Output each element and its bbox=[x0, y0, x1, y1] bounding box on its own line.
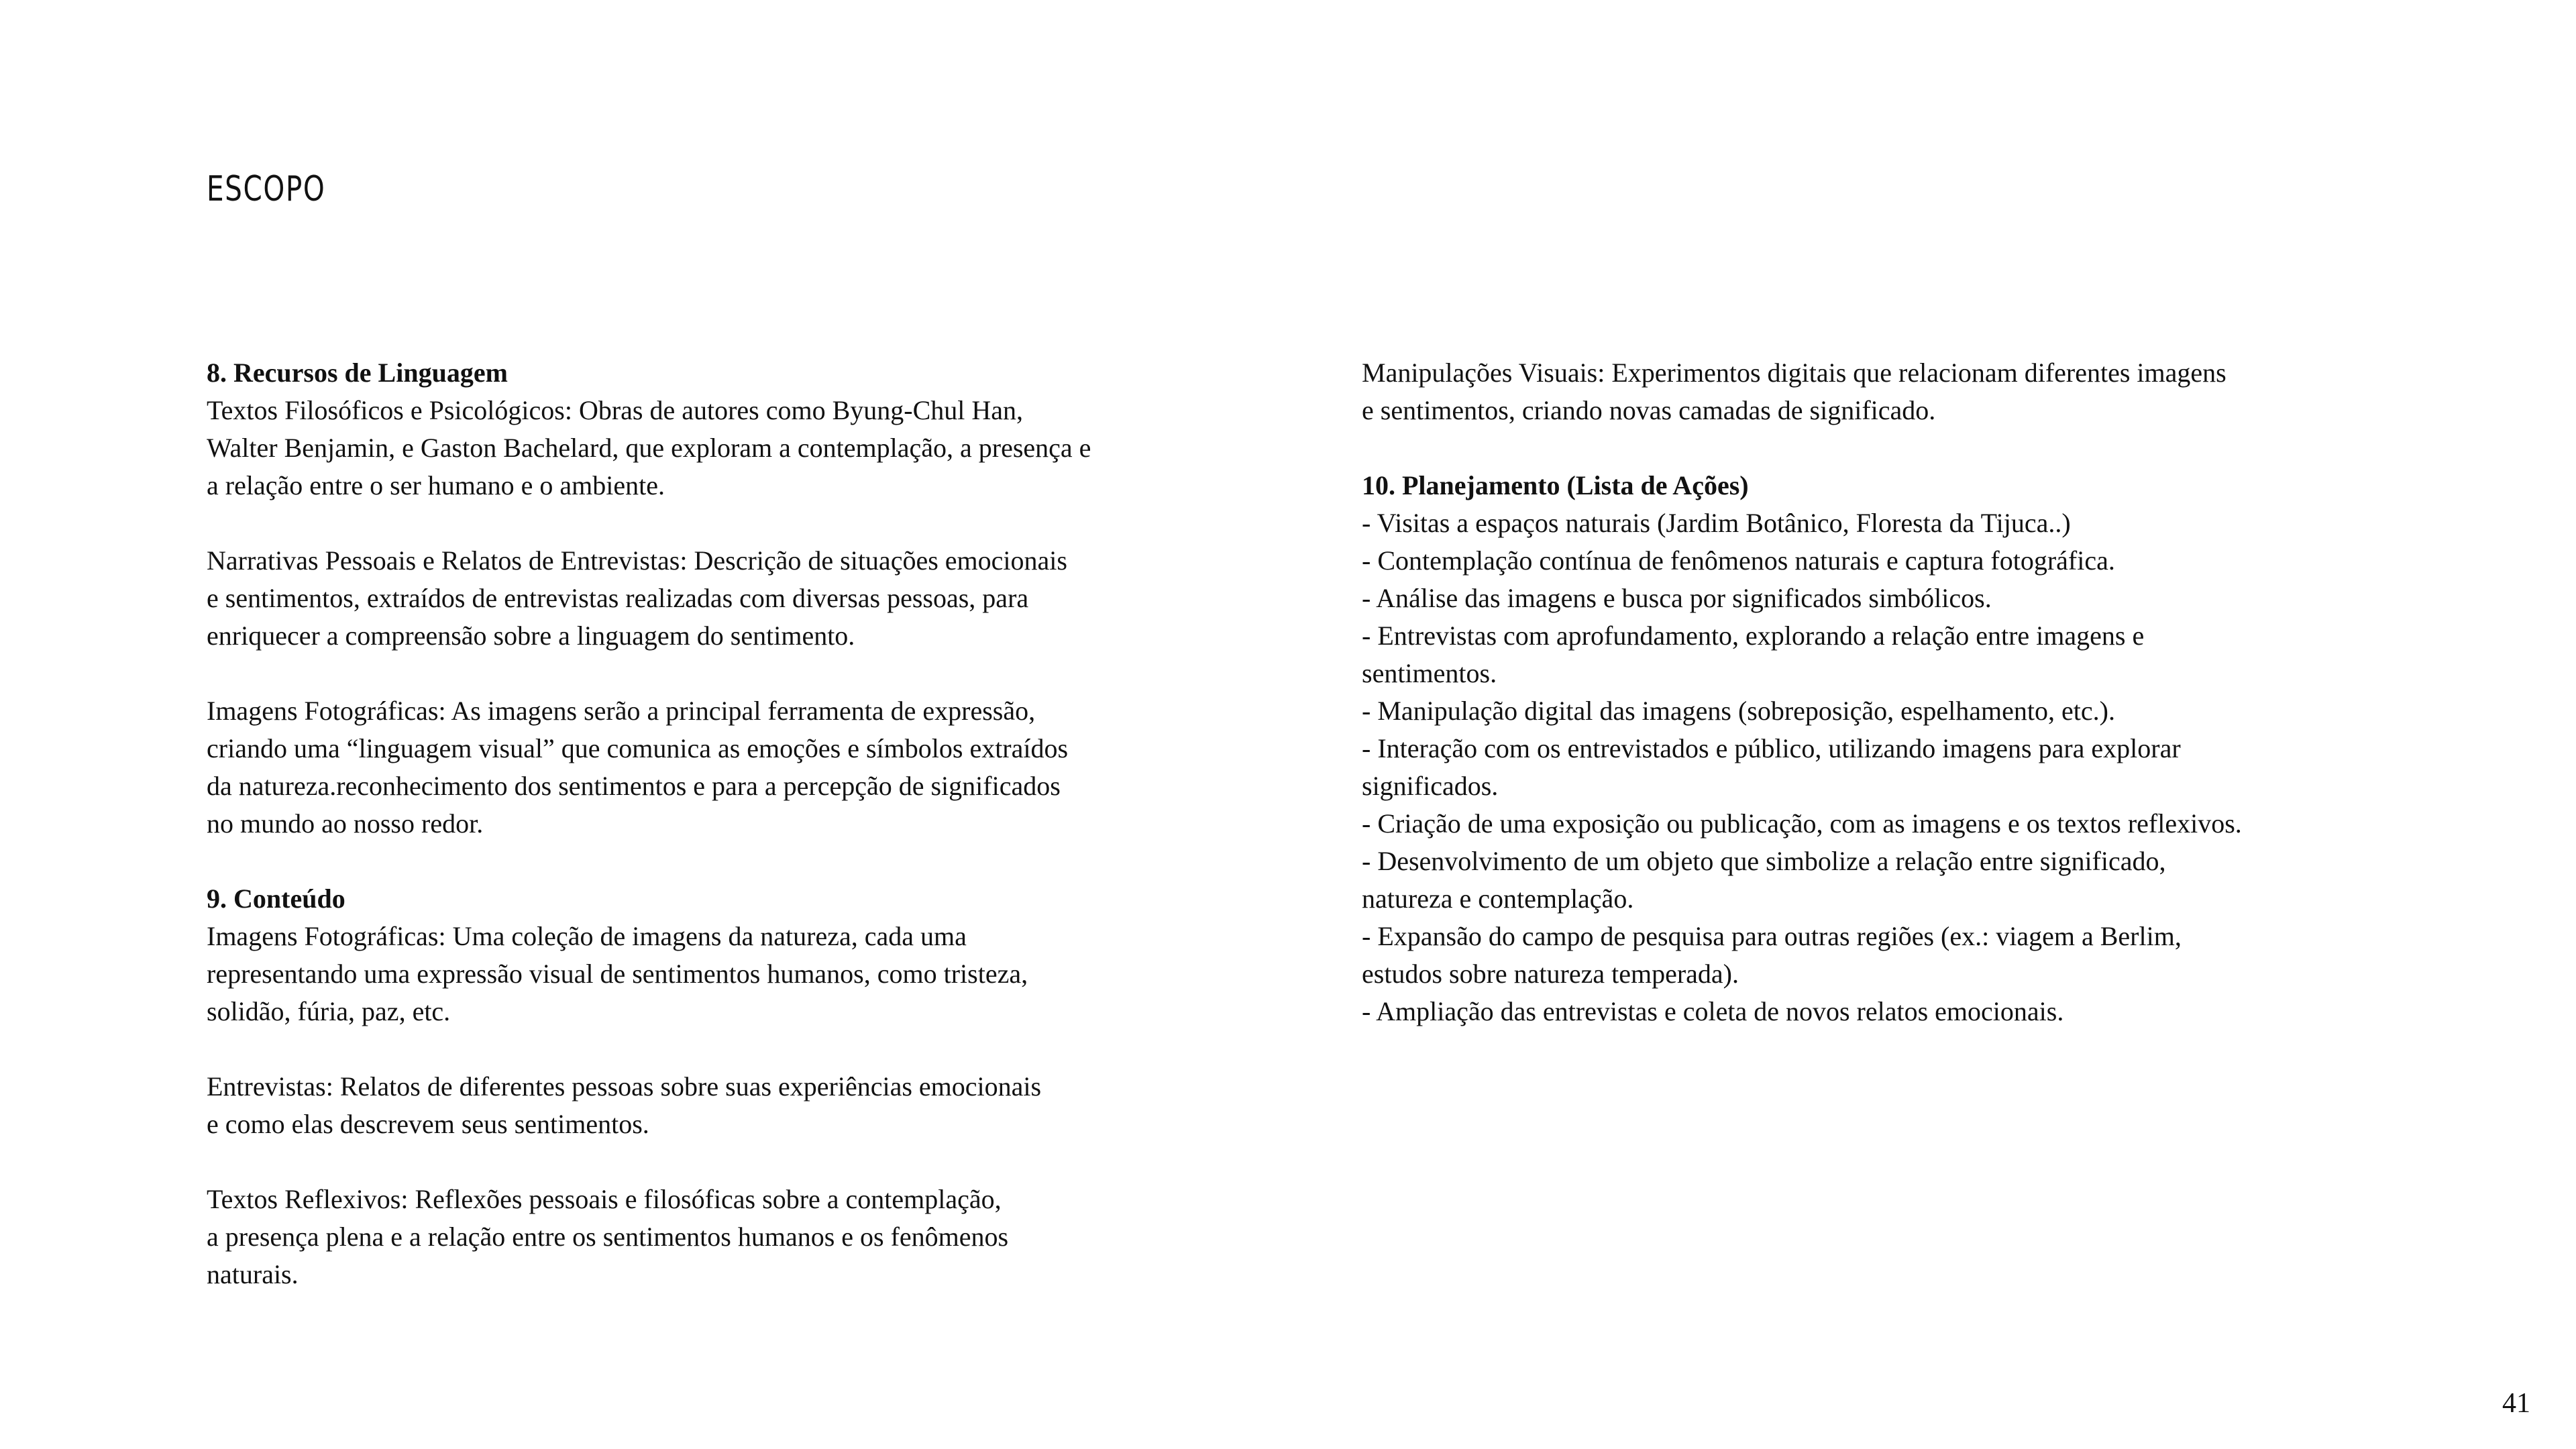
action-list-item: estudos sobre natureza temperada). bbox=[1362, 959, 1739, 989]
text-line: Manipulações Visuais: Experimentos digitais que relacionam diferentes imagens bbox=[1362, 358, 2226, 388]
section-heading-planejamento: 10. Planejamento (Lista de Ações) bbox=[1362, 470, 1749, 500]
paragraph-manipulacoes-visuais bbox=[1362, 354, 2341, 429]
paragraph-textos-filosoficos bbox=[207, 392, 1179, 504]
action-list-item: - Contemplação contínua de fenômenos naturais e captura fotográfica. bbox=[1362, 545, 2115, 576]
text-line: no mundo ao nosso redor. bbox=[207, 808, 484, 839]
action-list-item: - Entrevistas com aprofundamento, explorando a relação entre imagens e bbox=[1362, 621, 2145, 651]
section-heading-recursos-de-linguagem: 8. Recursos de Linguagem bbox=[207, 358, 508, 388]
action-list-item: - Criação de uma exposição ou publicação, com as imagens e os textos reflexivos. bbox=[1362, 808, 2242, 839]
action-list-item: - Visitas a espaços naturais (Jardim Botânico, Floresta da Tijuca..) bbox=[1362, 508, 2071, 538]
text-line: Narrativas Pessoais e Relatos de Entrevistas: Descrição de situações emocionais bbox=[207, 545, 1067, 576]
action-list-item: - Interação com os entrevistados e público, utilizando imagens para explorar bbox=[1362, 733, 2181, 763]
text-line: e sentimentos, criando novas camadas de significado. bbox=[1362, 395, 1936, 425]
paragraph-narrativas-pessoais bbox=[207, 542, 1179, 655]
action-list-item: - Desenvolvimento de um objeto que simbolize a relação entre significado, bbox=[1362, 846, 2166, 876]
left-column bbox=[207, 354, 1179, 1293]
text-line: solidão, fúria, paz, etc. bbox=[207, 996, 451, 1026]
action-list-item: natureza e contemplação. bbox=[1362, 883, 1634, 914]
page-title: ESCOPO bbox=[207, 169, 326, 209]
text-line: enriquecer a compreensão sobre a linguagem do sentimento. bbox=[207, 621, 855, 651]
text-line: a presença plena e a relação entre os sentimentos humanos e os fenômenos bbox=[207, 1222, 1009, 1252]
action-list bbox=[1362, 504, 2341, 1030]
text-line: e sentimentos, extraídos de entrevistas realizadas com diversas pessoas, para bbox=[207, 583, 1029, 613]
action-list-item: - Análise das imagens e busca por significados simbólicos. bbox=[1362, 583, 1992, 613]
text-line: criando uma “linguagem visual” que comunica as emoções e símbolos extraídos bbox=[207, 733, 1069, 763]
text-line: Imagens Fotográficas: Uma coleção de imagens da natureza, cada uma bbox=[207, 921, 967, 951]
right-column bbox=[1362, 354, 2341, 1030]
text-line: a relação entre o ser humano e o ambiente. bbox=[207, 470, 665, 500]
section-heading-conteudo: 9. Conteúdo bbox=[207, 883, 345, 914]
text-line: Imagens Fotográficas: As imagens serão a principal ferramenta de expressão, bbox=[207, 696, 1036, 726]
action-list-item: significados. bbox=[1362, 771, 1499, 801]
action-list-item: sentimentos. bbox=[1362, 658, 1497, 688]
action-list-item: - Ampliação das entrevistas e coleta de novos relatos emocionais. bbox=[1362, 996, 2064, 1026]
text-line: representando uma expressão visual de sentimentos humanos, como tristeza, bbox=[207, 959, 1028, 989]
action-list-item: - Expansão do campo de pesquisa para outras regiões (ex.: viagem a Berlim, bbox=[1362, 921, 2182, 951]
text-line: naturais. bbox=[207, 1259, 299, 1289]
paragraph-textos-reflexivos bbox=[207, 1181, 1179, 1293]
action-list-item: - Manipulação digital das imagens (sobreposição, espelhamento, etc.). bbox=[1362, 696, 2115, 726]
page-number: 41 bbox=[2502, 1388, 2530, 1419]
paragraph-imagens-fotograficas bbox=[207, 692, 1179, 843]
text-line: Entrevistas: Relatos de diferentes pessoas sobre suas experiências emocionais bbox=[207, 1071, 1042, 1102]
text-line: Walter Benjamin, e Gaston Bachelard, que exploram a contemplação, a presença e bbox=[207, 433, 1091, 463]
text-line: Textos Reflexivos: Reflexões pessoais e filosóficas sobre a contemplação, bbox=[207, 1184, 1002, 1214]
text-line: Textos Filosóficos e Psicológicos: Obras de autores como Byung-Chul Han, bbox=[207, 395, 1024, 425]
text-line: da natureza.reconhecimento dos sentimentos e para a percepção de significados bbox=[207, 771, 1061, 801]
text-line: e como elas descrevem seus sentimentos. bbox=[207, 1109, 649, 1139]
paragraph-conteudo-imagens bbox=[207, 918, 1179, 1030]
paragraph-entrevistas bbox=[207, 1068, 1179, 1143]
